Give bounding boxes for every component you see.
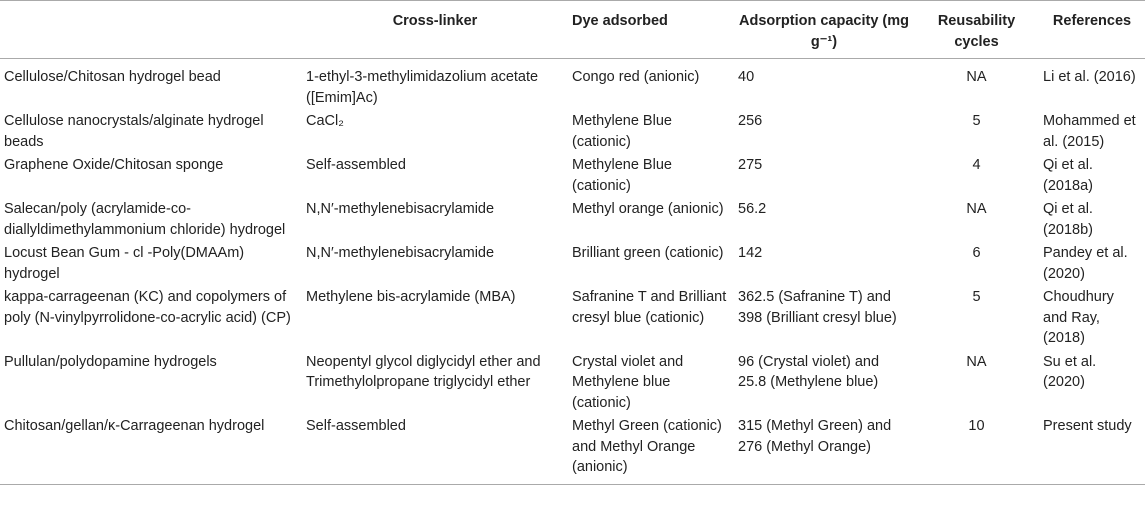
cell-cycles: 10	[968, 418, 985, 434]
cell-material: Salecan/poly (acrylamide-co-diallyldimethylammonium chloride) hydrogel	[4, 201, 286, 238]
cell-reference: Qi et al. (2018b)	[1043, 201, 1093, 238]
cell-capacity: 96 (Crystal violet) and 25.8 (Methylene blue)	[738, 353, 880, 390]
cell-cycles: NA	[966, 353, 987, 370]
cell-cross-linker: Self-assembled	[306, 157, 406, 173]
cell-capacity: 362.5 (Safranine T) and 398 (Brilliant cresyl blue)	[738, 289, 897, 326]
table-row	[0, 242, 1145, 286]
cell-cross-linker: Methylene bis-acrylamide (MBA)	[306, 289, 516, 305]
cell-reference: Mohammed et al. (2015)	[1043, 113, 1136, 150]
cell-cross-linker: Self-assembled	[306, 418, 406, 434]
cell-material: Locust Bean Gum - cl -Poly(DMAAm) hydrogel	[4, 245, 245, 282]
header-material	[0, 1, 302, 59]
cell-material: Cellulose nanocrystals/alginate hydrogel beads	[4, 113, 264, 150]
cell-capacity: 40	[738, 69, 755, 85]
cell-capacity: 56.2	[738, 201, 767, 217]
header-reusability-cycles: Reusability cycles	[937, 13, 1016, 50]
cell-capacity: 275	[738, 157, 763, 173]
table-row	[0, 59, 1145, 111]
cell-reference: Li et al. (2016)	[1043, 69, 1136, 85]
cell-capacity: 142	[738, 245, 763, 261]
cell-cycles: 5	[972, 113, 981, 129]
cell-dye: Crystal violet and Methylene blue (cationic)	[572, 353, 684, 411]
cell-material: Pullulan/polydopamine hydrogels	[4, 353, 217, 370]
cell-reference: Pandey et al. (2020)	[1043, 245, 1128, 282]
cell-dye: Safranine T and Brilliant cresyl blue (cationic)	[572, 289, 727, 326]
cell-cycles: 5	[972, 289, 981, 305]
cell-cross-linker: CaCl₂	[306, 113, 344, 129]
header-adsorption-capacity: Adsorption capacity (mg g⁻¹)	[739, 13, 909, 50]
cell-dye: Methylene Blue (cationic)	[572, 113, 672, 150]
header-dye-adsorbed: Dye adsorbed	[572, 13, 668, 29]
cell-capacity: 315 (Methyl Green) and 276 (Methyl Orange)	[738, 418, 892, 455]
cell-dye: Methyl Green (cationic) and Methyl Orange (anionic)	[572, 418, 722, 475]
header-cross-linker: Cross-linker	[392, 13, 478, 29]
table-row	[0, 154, 1145, 198]
table-row	[0, 198, 1145, 242]
table-row	[0, 415, 1145, 484]
header-references: References	[1052, 13, 1132, 29]
cell-dye: Methyl orange (anionic)	[572, 201, 724, 217]
cell-cycles: 4	[972, 157, 981, 173]
cell-reference: Qi et al. (2018a)	[1043, 157, 1093, 194]
cell-dye: Brilliant green (cationic)	[572, 245, 724, 261]
cell-dye: Congo red (anionic)	[572, 69, 700, 85]
cell-capacity: 256	[738, 113, 763, 129]
cell-reference: Present study	[1043, 418, 1132, 434]
cell-cycles: NA	[966, 201, 987, 217]
cell-material: Cellulose/Chitosan hydrogel bead	[4, 69, 221, 85]
table-row	[0, 286, 1145, 351]
cell-cross-linker: N,N′-methylenebisacrylamide	[306, 201, 495, 217]
header-row	[0, 1, 1145, 59]
cell-reference: Su et al. (2020)	[1043, 353, 1097, 390]
cell-cross-linker: 1-ethyl-3-methylimidazolium acetate ([Emim]Ac)	[306, 69, 539, 106]
cell-material: Chitosan/gellan/κ-Carrageenan hydrogel	[4, 418, 265, 434]
cell-reference: Choudhury and Ray, (2018)	[1043, 289, 1114, 346]
table-row	[0, 351, 1145, 416]
table-row	[0, 110, 1145, 154]
cell-material: Graphene Oxide/Chitosan sponge	[4, 157, 224, 173]
cell-material: kappa-carrageenan (KC) and copolymers of poly (N-vinylpyrrolidone-co-acrylic acid) (CP)	[4, 289, 291, 326]
cell-cycles: 6	[972, 245, 981, 261]
cell-cycles: NA	[966, 69, 987, 85]
cell-cross-linker: Neopentyl glycol diglycidyl ether and Trimethylolpropane triglycidyl ether	[306, 353, 541, 390]
cell-dye: Methylene Blue (cationic)	[572, 157, 672, 194]
cell-cross-linker: N,N′-methylenebisacrylamide	[306, 245, 495, 261]
